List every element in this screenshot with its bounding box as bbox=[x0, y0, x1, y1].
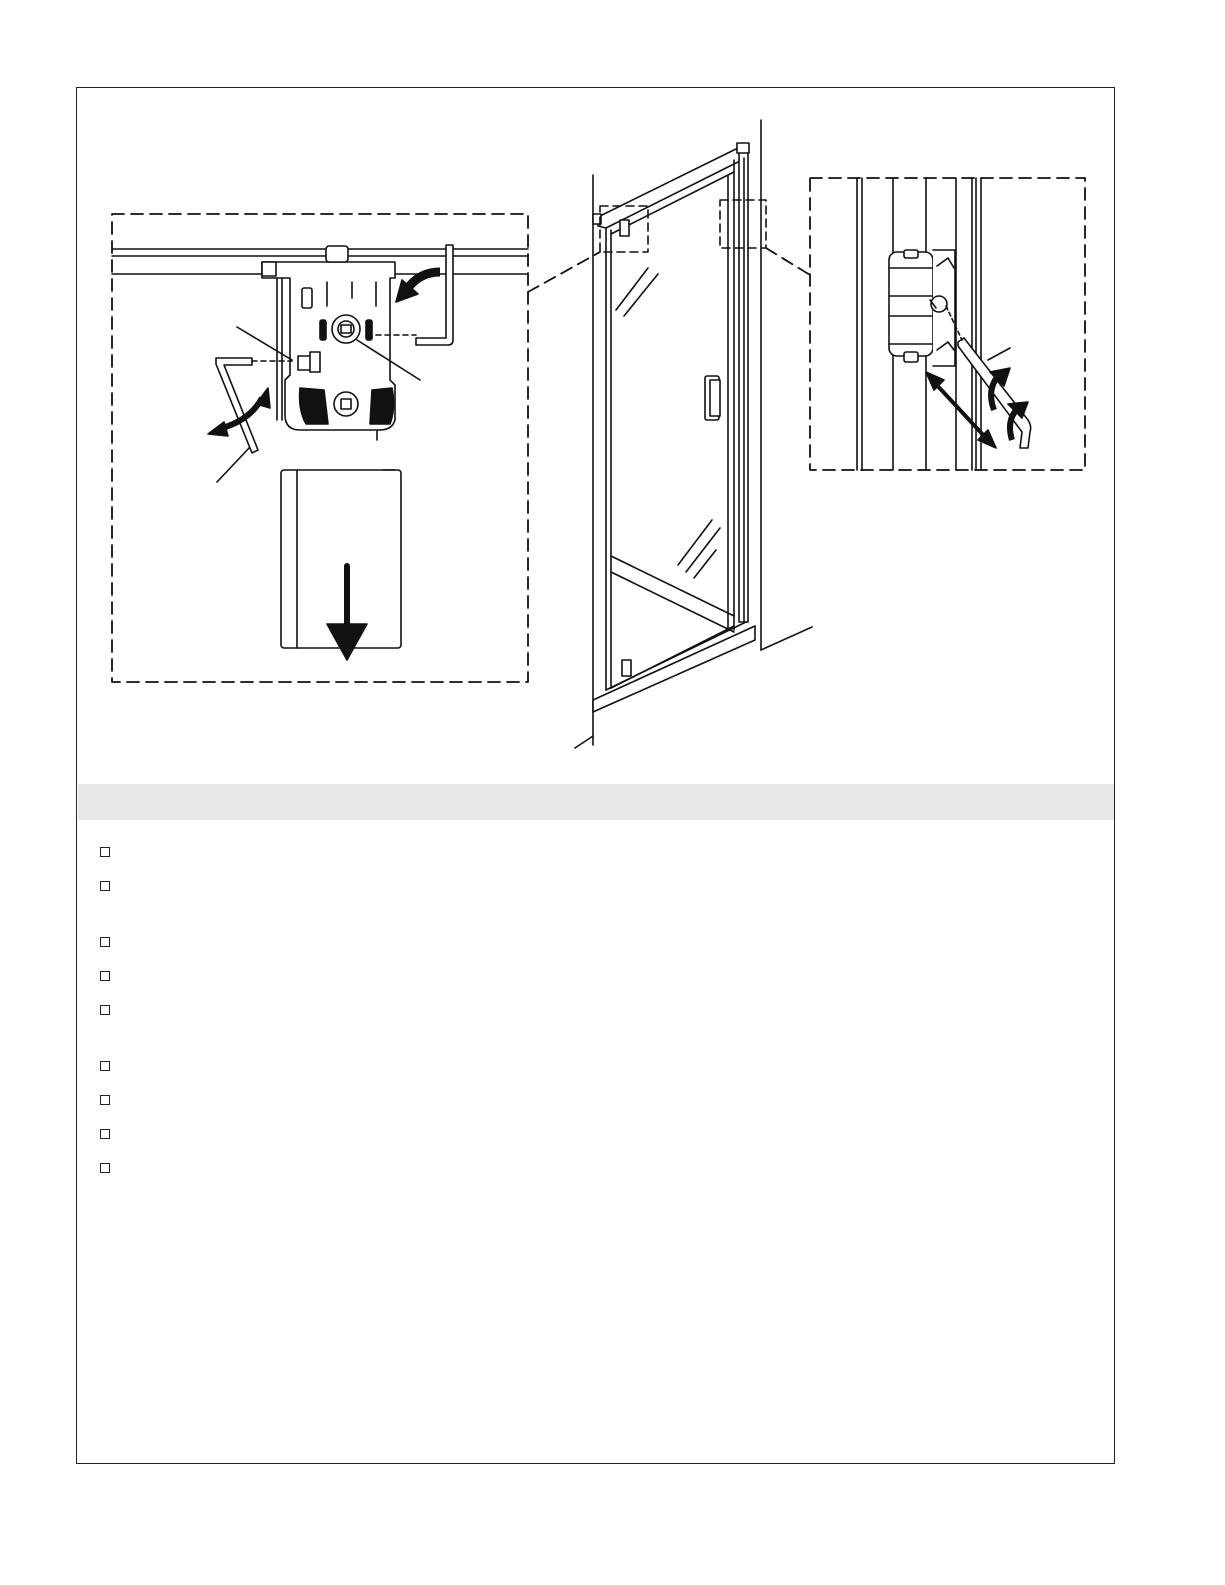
checkbox-icon[interactable] bbox=[100, 1163, 110, 1173]
checklist-item bbox=[100, 880, 1100, 936]
checklist-item bbox=[100, 1094, 1100, 1128]
checkbox-icon[interactable] bbox=[100, 1095, 110, 1105]
right-detail-callout bbox=[810, 178, 1085, 470]
checkbox-icon[interactable] bbox=[100, 847, 110, 857]
checkbox-icon[interactable] bbox=[100, 937, 110, 947]
checklist-item bbox=[100, 1004, 1100, 1060]
shower-door-overview bbox=[575, 120, 812, 748]
checkbox-icon[interactable] bbox=[100, 971, 110, 981]
checklist-item bbox=[100, 1128, 1100, 1162]
checkbox-icon[interactable] bbox=[100, 1061, 110, 1071]
checkbox-icon[interactable] bbox=[100, 881, 110, 891]
checklist-item bbox=[100, 1060, 1100, 1094]
checklist-item bbox=[100, 846, 1100, 880]
checklist-item bbox=[100, 936, 1100, 970]
checklist bbox=[100, 846, 1100, 1196]
left-detail-callout bbox=[112, 214, 528, 682]
checklist-item bbox=[100, 970, 1100, 1004]
checkbox-icon[interactable] bbox=[100, 1129, 110, 1139]
checklist-item bbox=[100, 1162, 1100, 1196]
section-header-band bbox=[78, 784, 1114, 820]
checkbox-icon[interactable] bbox=[100, 1005, 110, 1015]
